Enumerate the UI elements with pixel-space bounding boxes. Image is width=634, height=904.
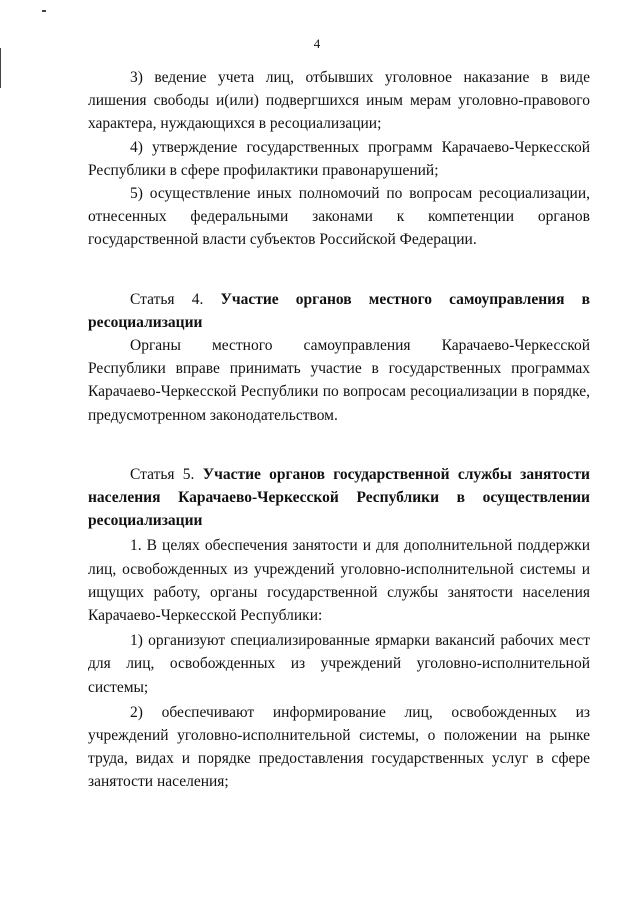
document-body [88,66,590,794]
paragraph-item-5: 5) осуществление иных полномочий по вопросам ресоциализации, отнесенных федеральными законами к компетенции органов государственной власти субъектов Российской Федерации. [88,185,590,249]
article-5-point-1: 1. В целях обеспечения занятости и для дополнительной поддержки лиц, освобожденных из учреждений уголовно-исполнительной системы и ищущих работу, органы государственной службы занятости населения Карачаево-Черкесской Республики: [88,537,590,625]
article-4-title: Участие органов местного самоуправления в ресоциализации [88,290,590,331]
article-5-subpoint-1: 1) организуют специализированные ярмарки вакансий рабочих мест для лиц, освобожденных из учреждений уголовно-исполнительной системы; [88,632,590,696]
article-5-heading [88,463,590,533]
scan-artifact [42,10,46,12]
scan-artifact [0,48,1,88]
article-5-subpoint-2: 2) обеспечивают информирование лиц, освобожденных из учреждений уголовно-исполнительной системы, о положении на рынке труда, видах и порядке предоставления государственных услуг в сфере занятости населения; [88,703,590,791]
paragraph-item-3: 3) ведение учета лиц, отбывших уголовное наказание в виде лишения свободы и(или) подвергшихся иным мерам уголовно-правового характера, нуждающихся в ресоциализации; [88,69,590,133]
page-number: 4 [313,36,321,51]
article-4-label: Статья 4. [130,290,204,308]
article-4-text: Органы местного самоуправления Карачаево-Черкесской Республики вправе принимать участие в государственных программах Карачаево-Черкесской Республики по вопросам ресоциализации в порядке, предусмотренном законодательством. [88,337,590,424]
article-5-label: Статья 5. [130,465,195,483]
paragraph-item-4: 4) утверждение государственных программ Карачаево-Черкесской Республики в сфере профилактики правонарушений; [88,138,590,179]
article-4-heading [88,288,590,334]
article-5-title: Участие органов государственной службы занятости населения Карачаево-Черкесской Республики в осуществлении ресоциализации [88,465,590,530]
